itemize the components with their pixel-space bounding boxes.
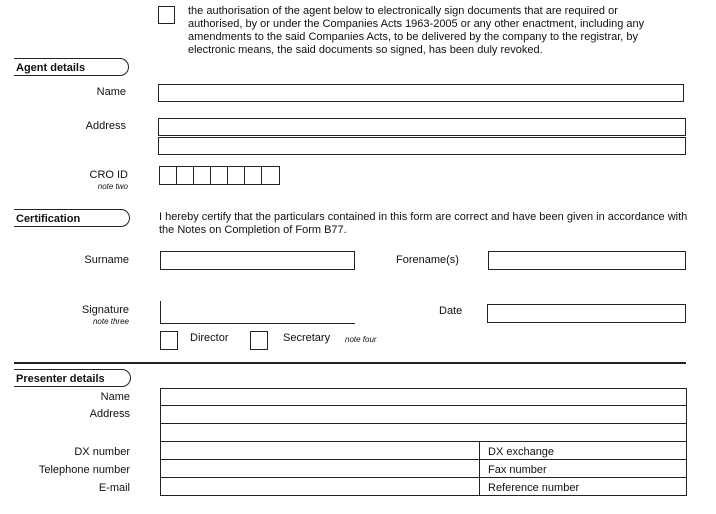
revocation-checkbox[interactable] bbox=[158, 6, 175, 24]
authorisation-text: the authorisation of the agent below to electronically sign documents that are required or authorised, by or under the Companies Acts 1963-2005 or any other enactment, including any amendments to the said Companies Acts, to be delivered by the company to the registrar, by electronic means, the said documents so signed, has been duly revoked. bbox=[188, 5, 645, 56]
cro-id-label: CRO ID bbox=[89, 169, 128, 181]
director-checkbox[interactable] bbox=[160, 331, 178, 350]
telephone-field[interactable] bbox=[160, 459, 480, 478]
email-field[interactable] bbox=[160, 477, 480, 496]
presenter-address-label: Address bbox=[89, 408, 130, 420]
surname-label: Surname bbox=[84, 254, 129, 266]
fax-label: Fax number bbox=[488, 464, 547, 476]
forenames-field[interactable] bbox=[488, 251, 686, 270]
capacity-note: note four bbox=[345, 335, 377, 344]
agent-name-label: Name bbox=[96, 86, 126, 98]
email-label: E-mail bbox=[98, 482, 130, 494]
presenter-details-heading: Presenter details bbox=[14, 369, 131, 387]
cro-digit-box[interactable] bbox=[211, 167, 228, 184]
agent-address-label: Address bbox=[85, 120, 126, 132]
signature-label: Signature bbox=[81, 304, 129, 316]
cro-id-note: note two bbox=[97, 182, 128, 191]
presenter-name-field[interactable] bbox=[160, 388, 687, 406]
dx-number-label: DX number bbox=[74, 446, 130, 458]
agent-details-heading: Agent details bbox=[14, 58, 129, 76]
presenter-address-line-1[interactable] bbox=[160, 405, 687, 424]
secretary-label: Secretary bbox=[283, 332, 331, 344]
dx-exchange-label: DX exchange bbox=[488, 446, 555, 458]
secretary-checkbox[interactable] bbox=[250, 331, 268, 350]
cro-digit-box[interactable] bbox=[160, 167, 177, 184]
forenames-label: Forename(s) bbox=[396, 254, 459, 266]
presenter-address-line-2[interactable] bbox=[160, 423, 687, 442]
cro-digit-box[interactable] bbox=[228, 167, 245, 184]
date-field[interactable] bbox=[487, 304, 686, 323]
telephone-label: Telephone number bbox=[38, 464, 130, 476]
reference-label: Reference number bbox=[488, 482, 580, 494]
cro-digit-box[interactable] bbox=[177, 167, 194, 184]
cro-digit-box[interactable] bbox=[262, 167, 279, 184]
section-divider bbox=[14, 362, 686, 364]
certification-statement: I hereby certify that the particulars contained in this form are correct and have been given in accordance with the Notes on Completion of Form B77. bbox=[159, 211, 688, 236]
presenter-name-label: Name bbox=[100, 391, 130, 403]
surname-field[interactable] bbox=[160, 251, 355, 270]
signature-field[interactable] bbox=[160, 301, 355, 324]
date-label: Date bbox=[439, 305, 463, 317]
cro-digit-box[interactable] bbox=[194, 167, 211, 184]
cro-digit-box[interactable] bbox=[245, 167, 262, 184]
agent-address-line-1[interactable] bbox=[158, 118, 686, 136]
agent-name-field[interactable] bbox=[158, 84, 684, 102]
signature-note: note three bbox=[92, 317, 129, 326]
agent-address-line-2[interactable] bbox=[158, 137, 686, 155]
dx-number-field[interactable] bbox=[160, 441, 480, 460]
director-label: Director bbox=[190, 332, 229, 344]
certification-heading: Certification bbox=[14, 209, 130, 227]
cro-id-boxes[interactable] bbox=[159, 166, 280, 185]
